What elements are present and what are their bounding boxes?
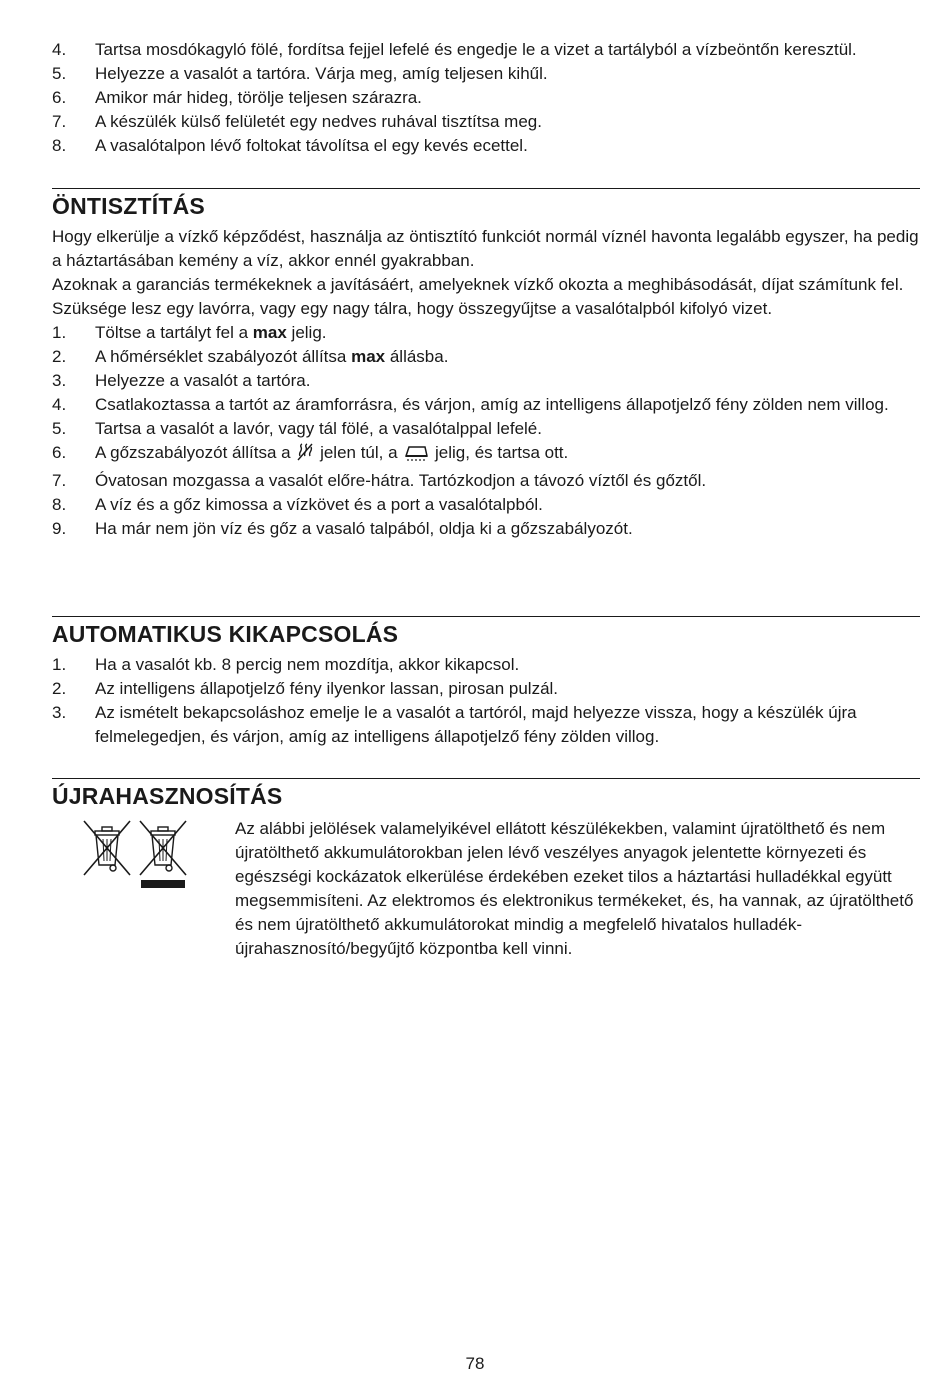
recycling-text: Az alábbi jelölések valamelyikével ellátott készülékekben, valamint újratölthető és nem újratölthető akkumulátorokban jelen lévő veszélyes anyagok jelentette környezeti és egészségi kockázatok elkerülése érdekében ezeket tilos a háztartási hulladékkal együtt megsemmisíteni. Az elektromos és elektronikus termékeket, és, ha vannak, az újratölthető és nem újratölthető akkumulátorokat mindig a megfelelő hivatalos hulladék-újrahasznosító/begyűjtő központba kell vinni. bbox=[235, 819, 914, 958]
crossed-bin-icon bbox=[82, 819, 132, 961]
no-steam-icon bbox=[296, 442, 314, 469]
auto-off-section bbox=[52, 616, 920, 749]
list-item: 1. Ha a vasalót kb. 8 percig nem mozdítja, akkor kikapcsol. bbox=[52, 655, 520, 674]
paragraph: Azoknak a garanciás termékeknek a javításáért, amelyeknek vízkő okozta a meghibásodását, díjat számítunk fel. bbox=[52, 275, 904, 294]
self-clean-section bbox=[52, 188, 920, 541]
list-item: 3. Az ismételt bekapcsoláshoz emelje le a vasalót a tartóról, majd helyezze vissza, hogy a készülék újra felmelegedjen, és várjon, amíg az intelligens állapotjelző fény zölden villog. bbox=[52, 703, 857, 746]
list-item: 2. Az intelligens állapotjelző fény ilyenkor lassan, pirosan pulzál. bbox=[52, 679, 559, 698]
section-heading: ÚJRAHASZNOSÍTÁS bbox=[52, 783, 283, 809]
self-clean-icon bbox=[403, 442, 429, 469]
list-item: 8. A vasalótalpon lévő foltokat távolítsa el egy kevés ecettel. bbox=[52, 136, 528, 155]
list-item: 7. A készülék külső felületét egy nedves ruhával tisztítsa meg. bbox=[52, 112, 542, 131]
list-item: 1. Töltse a tartályt fel a max jelig. bbox=[52, 323, 327, 342]
page-number: 78 bbox=[465, 1354, 485, 1373]
list-item: 7. Óvatosan mozgassa a vasalót előre-hátra. Tartózkodjon a távozó víztől és gőztől. bbox=[52, 471, 707, 490]
list-item: 8. A víz és a gőz kimossa a vízkövet és a port a vasalótalpból. bbox=[52, 495, 543, 514]
crossed-bin-with-bar-icon bbox=[138, 819, 188, 961]
paragraph: Szüksége lesz egy lavórra, vagy egy nagy tálra, hogy összegyűjtse a vasalótalpból kifolyó vizet. bbox=[52, 299, 773, 318]
paragraph: Hogy elkerülje a vízkő képződést, használja az öntisztító funkciót normál víznél havonta legalább egyszer, ha pedig a háztartásában kemény a víz, akkor ennél gyakrabban. bbox=[52, 227, 919, 270]
section-heading: ÖNTISZTÍTÁS bbox=[52, 193, 205, 219]
list-item: 3. Helyezze a vasalót a tartóra. bbox=[52, 371, 311, 390]
recycling-section bbox=[52, 778, 920, 961]
list-item: 4. Tartsa mosdókagyló fölé, fordítsa fejjel lefelé és engedje le a vizet a tartályból a vízbeöntőn keresztül. bbox=[52, 40, 857, 59]
list-item: 6. Amikor már hideg, törölje teljesen szárazra. bbox=[52, 88, 422, 107]
list-item: 2. A hőmérséklet szabályozót állítsa max állásba. bbox=[52, 347, 449, 366]
list-item: 6. A gőzszabályozót állítsa a jelen túl, a jelig, és tartsa ott. bbox=[52, 441, 920, 469]
list-item: 5. Tartsa a vasalót a lavór, vagy tál fölé, a vasalótalppal lefelé. bbox=[52, 419, 542, 438]
section-heading: AUTOMATIKUS KIKAPCSOLÁS bbox=[52, 621, 399, 647]
list-item: 4. Csatlakoztassa a tartót az áramforrásra, és várjon, amíg az intelligens állapotjelző fény zölden nem villog. bbox=[52, 395, 889, 414]
list-item: 5. Helyezze a vasalót a tartóra. Várja meg, amíg teljesen kihűl. bbox=[52, 64, 548, 83]
list-item: 9. Ha már nem jön víz és gőz a vasaló talpából, oldja ki a gőzszabályozót. bbox=[52, 519, 633, 538]
top-list bbox=[52, 38, 920, 158]
